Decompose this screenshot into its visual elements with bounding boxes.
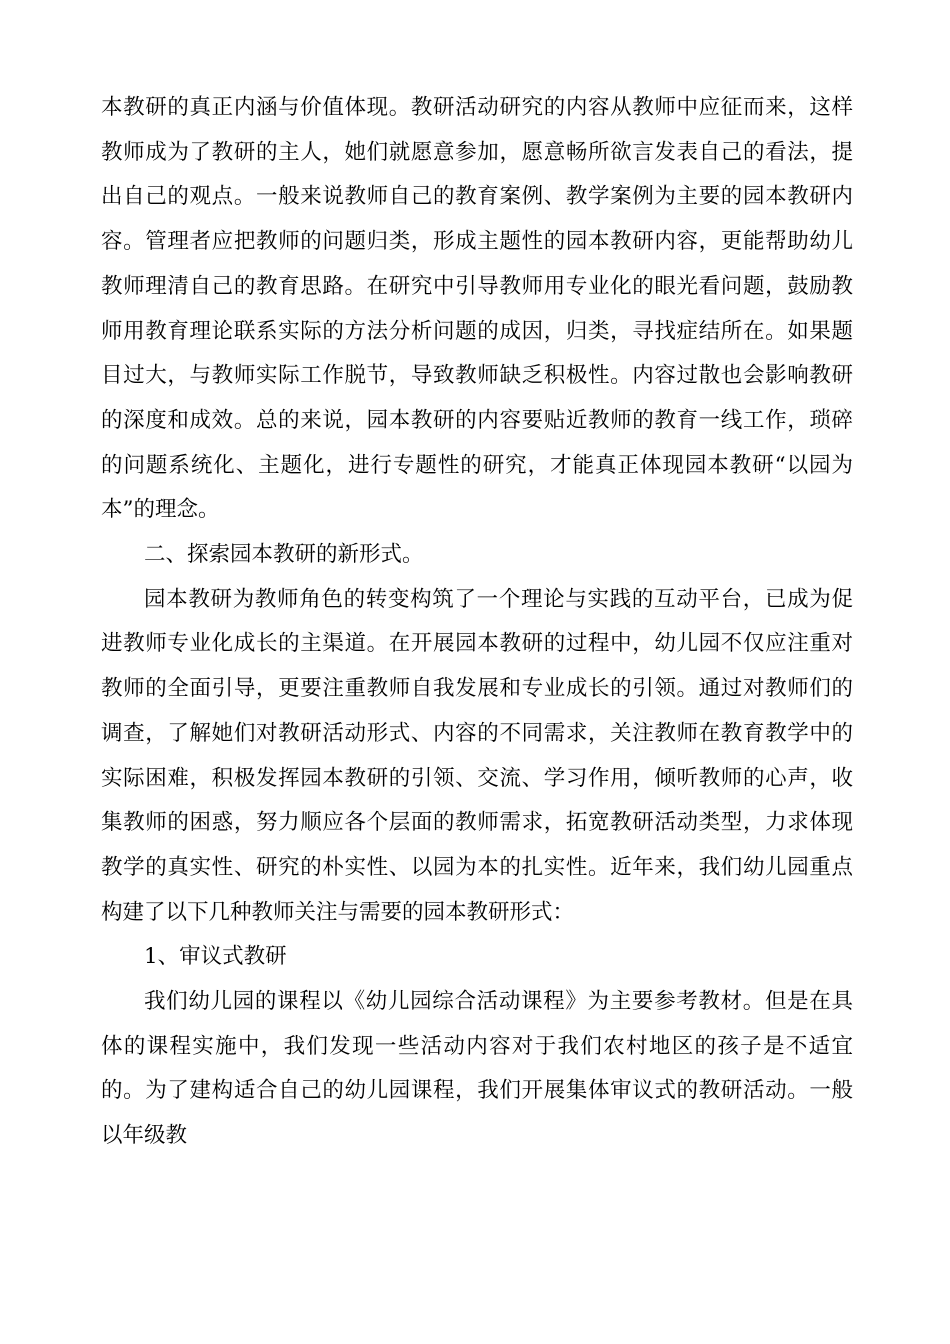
- item-heading-1: 1、审议式教研: [144, 944, 287, 970]
- paragraph-item-1: 我们幼儿园的课程以《幼儿园综合活动课程》为主要参考教材。但是在具体的课程实施中，我们发现一些活动内容对于我们农村地区的孩子是不适宜的。为了建构适合自己的幼儿园课程，我们开展集体审议式的教研活动。一般以年级教: [101, 989, 853, 1149]
- section-heading-2: 二、探索园本教研的新形式。: [144, 542, 424, 568]
- document-body: [101, 86, 853, 1159]
- paragraph-continuation: 本教研的真正内涵与价值体现。教研活动研究的内容从教师中应征而来，这样教师成为了教研的主人，她们就愿意参加，愿意畅所欲言发表自己的看法，提出自己的观点。一般来说教师自己的教育案例、教学案例为主要的园本教研内容。管理者应把教师的问题归类，形成主题性的园本教研内容，更能帮助幼儿教师理清自己的教育思路。在研究中引导教师用专业化的眼光看问题，鼓励教师用教育理论联系实际的方法分析问题的成因，归类，寻找症结所在。如果题目过大，与教师实际工作脱节，导致教师缺乏积极性。内容过散也会影响教研的深度和成效。总的来说，园本教研的内容要贴近教师的教育一线工作，琐碎的问题系统化、主题化，进行专题性的研究，才能真正体现园本教研“以园为本”的理念。: [101, 95, 853, 523]
- paragraph-section-2: 园本教研为教师角色的转变构筑了一个理论与实践的互动平台，已成为促进教师专业化成长的主渠道。在开展园本教研的过程中，幼儿园不仅应注重对教师的全面引导，更要注重教师自我发展和专业成长的引领。通过对教师们的调查，了解她们对教研活动形式、内容的不同需求，关注教师在教育教学中的实际困难，积极发挥园本教研的引领、交流、学习作用，倾听教师的心声，收集教师的困惑，努力顺应各个层面的教师需求，拓宽教研活动类型，力求体现教学的真实性、研究的朴实性、以园为本的扎实性。近年来，我们幼儿园重点构建了以下几种教师关注与需要的园本教研形式：: [101, 586, 853, 925]
